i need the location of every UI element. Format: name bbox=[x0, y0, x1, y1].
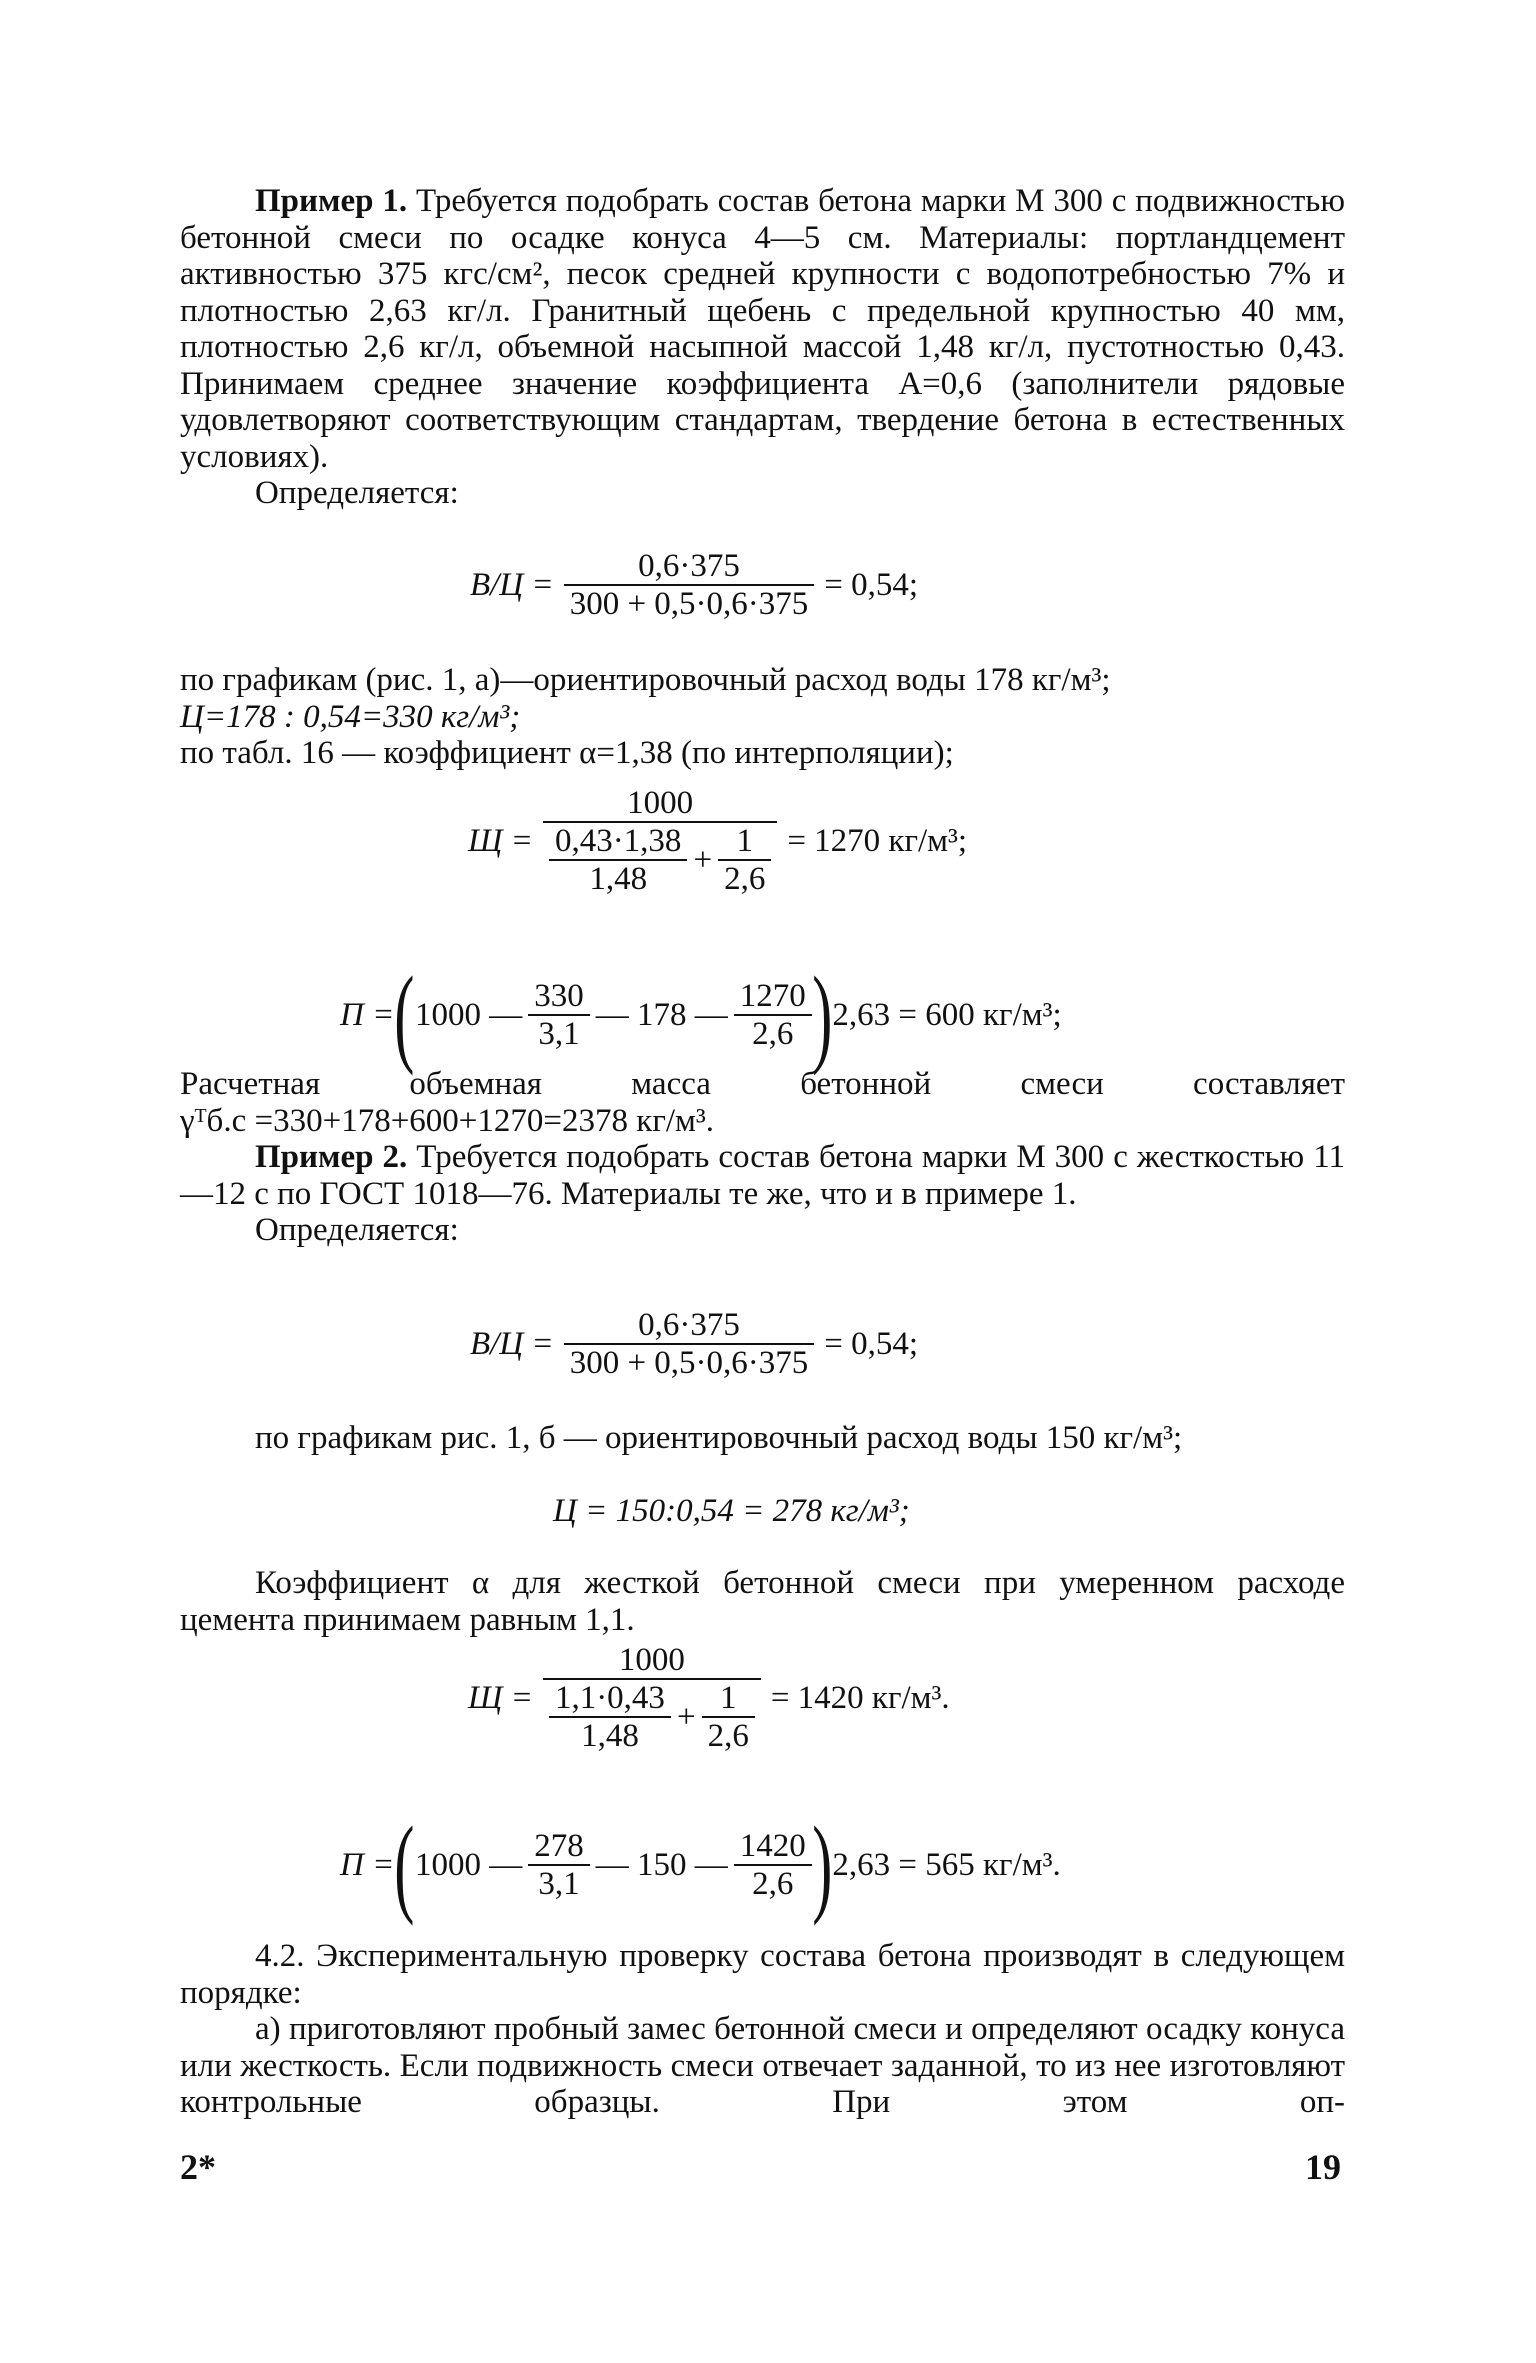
coef-block bbox=[180, 1565, 1345, 1638]
calc-mass-line: Расчетная объемная масса бетонной смеси составляет bbox=[180, 1066, 1345, 1102]
calc-mass-formula: γᵀб.с =330+178+600+1270=2378 кг/м³. bbox=[180, 1102, 715, 1139]
formula-sh-1: Щ = 1000 $\frac{0,43\cdot 1,38}{1,48}$ + $\frac{1}{2,6}$ = 1270 кг/м³; bbox=[468, 785, 968, 897]
signature-mark: 2* bbox=[180, 2147, 216, 2187]
determined-label-1: Определяется: bbox=[255, 475, 459, 511]
formula-p-1: П = ( 1000 — $\frac{330}{3,1}$ — 178 — $\frac{1270}{2,6}$ ) 2,63 = 600 кг/м³; bbox=[340, 954, 1062, 1076]
formula-sh-2: Щ = 1000 $\frac{1,1\cdot 0,43}{1,48}$ + $\frac{1}{2,6}$ = 1420 кг/м³. bbox=[468, 1642, 950, 1754]
coef-paragraph: Коэффициент α для жесткой бетонной смеси при умеренном расходе цемента принимаем равным 1,1. bbox=[180, 1565, 1345, 1638]
formula-lhs: В/Ц = bbox=[470, 567, 554, 603]
example-2-label: Пример 2. bbox=[255, 1139, 408, 1175]
example-2-block bbox=[180, 1066, 1345, 1249]
formula-p-2: П = ( 1000 — $\frac{278}{3,1}$ — 150 — $\frac{1420}{2,6}$ ) 2,63 = 565 кг/м³. bbox=[340, 1804, 1061, 1926]
formula-rhs: = 0,54; bbox=[824, 567, 919, 603]
section-4-2-label: 4.2. bbox=[255, 1938, 305, 1974]
graphs-block-2 bbox=[180, 1420, 1345, 1457]
section-4-2-text: Экспериментальную проверку состава бетона производят в следующем порядке: bbox=[180, 1938, 1345, 2011]
fraction: $\frac{0,6\cdot 375}{300 + 0,5\cdot 0,6\cdot 375}$ bbox=[564, 548, 815, 622]
section-4-2-block bbox=[180, 1938, 1345, 2121]
example-1-block bbox=[180, 183, 1345, 512]
by-graphs-line-1: по графикам (рис. 1, а)—ориентировочный расход воды 178 кг/м³; bbox=[180, 662, 1111, 698]
by-table-line: по табл. 16 — коэффициент α=1,38 (по интерполяции); bbox=[180, 735, 954, 771]
item-a-paragraph: а) приготовляют пробный замес бетонной смеси и определяют осадку конуса или жесткость. Если подвижность смеси отвечает заданной, то из нее изготовляют контрольные образцы. При этом оп- bbox=[180, 2011, 1345, 2120]
formula-wc-1 bbox=[470, 548, 918, 622]
fraction: 1000 $\frac{0,43\cdot 1,38}{1,48}$ + $\frac{1}{2,6}$ bbox=[543, 785, 777, 897]
formula-wc-2: В/Ц = $\frac{0,6\cdot 375}{300 + 0,5\cdot 0,6\cdot 375}$ = 0,54; bbox=[470, 1307, 919, 1381]
example-2-text: Требуется подобрать состав бетона марки М 300 с жесткостью 11—12 с по ГОСТ 1018—76. Материалы те же, что и в примере 1. bbox=[180, 1139, 1345, 1212]
graphs-block-1 bbox=[180, 662, 1345, 772]
cement-calc-line-1: Ц=178 : 0,54=330 кг/м³; bbox=[180, 698, 521, 735]
determined-label-2: Определяется: bbox=[255, 1212, 459, 1248]
example-1-label: Пример 1. bbox=[255, 183, 408, 219]
example-1-text: Требуется подобрать состав бетона марки М 300 с подвижностью бетонной смеси по осадке конуса 4—5 см. Материалы: портландцемент активностью 375 кгс/см², песок средней крупности с водопотребностью 7% и плотностью 2,63 кг/л. Гранитный щебень с предельной крупностью 40 мм, плотностью 2,6 кг/л, объемной насыпной массой 1,48 кг/л, пустотностью 0,43. Принимаем среднее значение коэффициента A=0,6 (заполнители рядовые удовлетворяют соответствующим стандартам, твердение бетона в естественных условиях). bbox=[180, 183, 1346, 475]
formula-c-2: Ц = 150:0,54 = 278 кг/м³; bbox=[553, 1493, 910, 1529]
page-number: 19 bbox=[1305, 2147, 1341, 2187]
by-graphs-line-2: по графикам рис. 1, б — ориентировочный расход воды 150 кг/м³; bbox=[255, 1420, 1183, 1456]
